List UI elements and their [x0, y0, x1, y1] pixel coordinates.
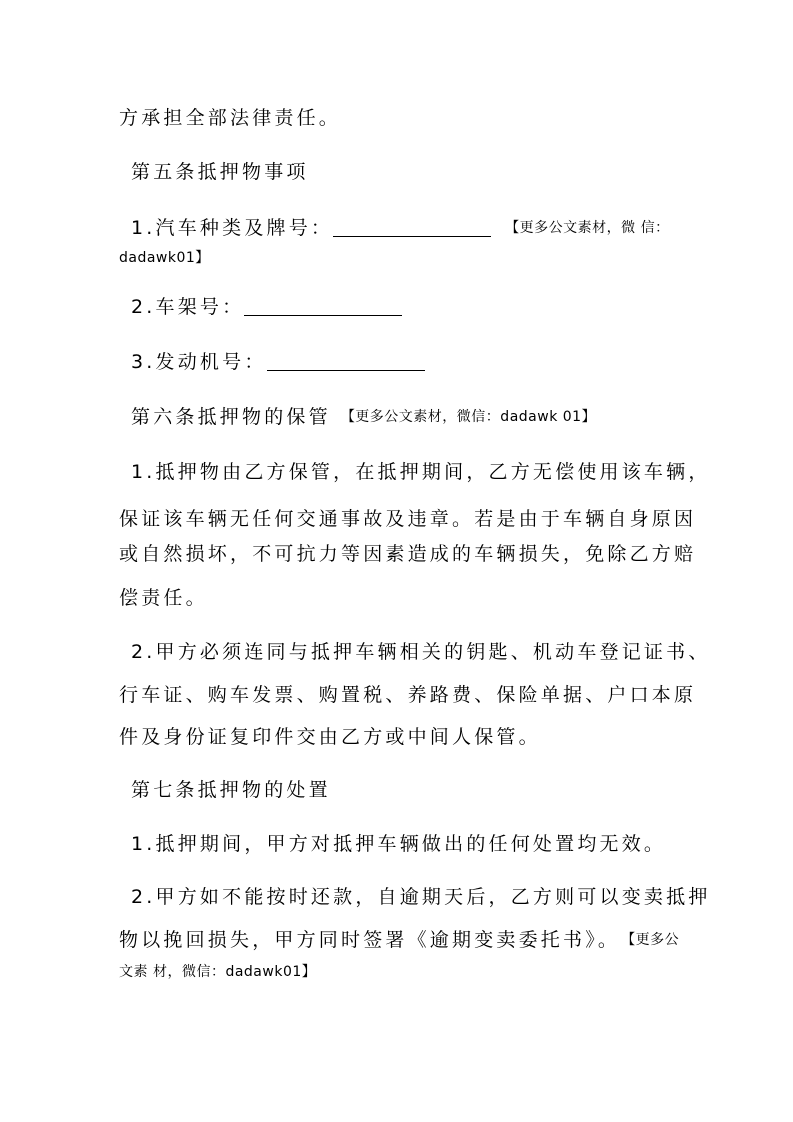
article-6-heading: 第六条抵押物的保管: [131, 406, 331, 428]
paragraph-line: 1.抵押物由乙方保管，在抵押期间，乙方无偿使用该车辆，: [131, 461, 711, 483]
paragraph-text: 物以挽回损失，甲方同时签署《逾期变卖委托书》。: [119, 929, 621, 951]
paragraph-line: 保证该车辆无任何交通事故及违章。若是由于车辆自身原因: [119, 508, 697, 530]
frame-number-blank: [244, 297, 402, 316]
paragraph-line: 偿责任。: [119, 587, 208, 609]
paragraph-line: 方承担全部法律责任。: [119, 107, 342, 129]
car-type-blank: [333, 218, 491, 237]
engine-number-label: 3.发动机号：: [131, 351, 267, 373]
watermark-note-continuation: dadawk01】: [119, 250, 210, 266]
paragraph-line: 件及身份证复印件交由乙方或中间人保管。: [119, 726, 541, 748]
article-6-heading-line: [131, 405, 596, 429]
car-type-field: [131, 216, 670, 240]
paragraph-line: 行车证、购车发票、购置税、养路费、保险单据、户口本原: [119, 684, 697, 706]
frame-number-field: [131, 295, 402, 319]
watermark-note: 【更多公: [628, 932, 680, 948]
article-5-heading: 第五条抵押物事项: [131, 161, 309, 183]
watermark-note: 【更多公文素材，微信：dadawk 01】: [340, 409, 597, 425]
article-7-heading: 第七条抵押物的处置: [131, 779, 331, 801]
engine-number-blank: [267, 352, 425, 371]
paragraph-line: 或自然损坏，不可抗力等因素造成的车辆损失，免除乙方赔: [119, 543, 697, 565]
paragraph-line: [119, 928, 679, 952]
engine-number-field: [131, 350, 425, 374]
paragraph-line: 1.抵押期间，甲方对抵押车辆做出的任何处置均无效。: [131, 833, 667, 855]
watermark-note-continuation: 文素 材，微信：dadawk01】: [119, 964, 317, 980]
frame-number-label: 2.车架号：: [131, 296, 245, 318]
paragraph-line: 2.甲方如不能按时还款，自逾期天后，乙方则可以变卖抵押: [131, 886, 711, 908]
watermark-note: 【更多公文素材，微 信：: [505, 220, 670, 236]
car-type-label: 1.汽车种类及牌号：: [131, 217, 334, 239]
paragraph-line: 2.甲方必须连同与抵押车辆相关的钥匙、机动车登记证书、: [131, 641, 711, 663]
